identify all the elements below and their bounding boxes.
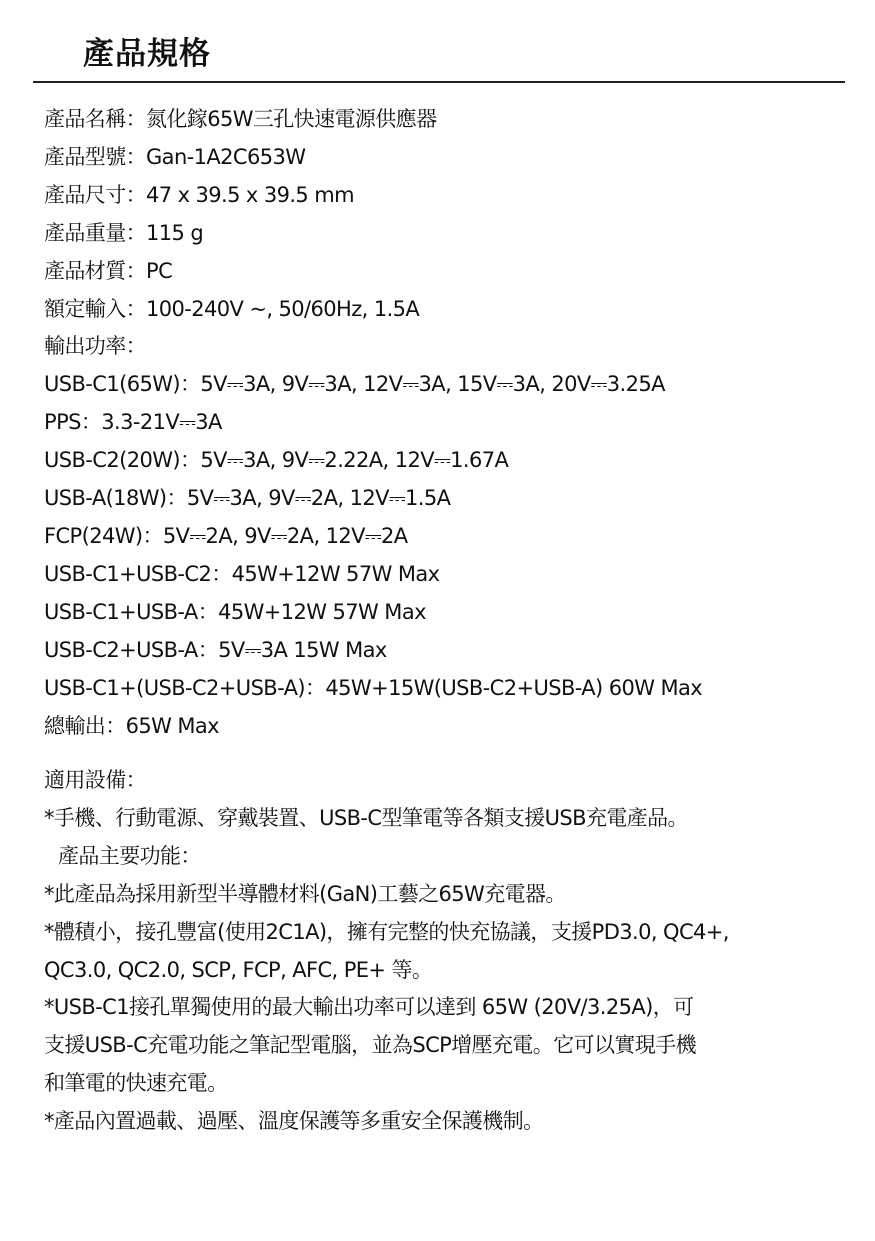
feature-line: *USB-C1接孔單獨使用的最大輸出功率可以達到 65W (20V/3.25A)，可 — [44, 995, 694, 1020]
spec-line-dimensions: 產品尺寸：47 x 39.5 x 39.5 mm — [44, 182, 354, 207]
spec-line-usb-a: USB-A(18W)：5V⎓3A, 9V⎓2A, 12V⎓1.5A — [44, 486, 451, 511]
applicable-heading: 適用設備： — [44, 768, 146, 792]
spec-line-c1-c2-a: USB-C1+(USB-C2+USB-A)：45W+15W(USB-C2+USB-A) 60W Max — [44, 675, 703, 700]
feature-line: 支援USB-C充電功能之筆記型電腦，並為SCP增壓充電。它可以實現手機 — [44, 1033, 697, 1058]
spec-line-model: 產品型號：Gan-1A2C653W — [44, 144, 306, 169]
spec-line-product-name: 產品名稱：氮化鎵65W三孔快速電源供應器 — [44, 107, 437, 131]
feature-line: *產品內置過載、過壓、溫度保護等多重安全保護機制。 — [44, 1109, 544, 1134]
spec-line-material: 產品材質：PC — [44, 258, 173, 283]
spec-line-fcp: FCP(24W)：5V⎓2A, 9V⎓2A, 12V⎓2A — [44, 523, 408, 548]
features-heading: 產品主要功能： — [58, 843, 201, 868]
spec-line-c2-a: USB-C2+USB-A：5V⎓3A 15W Max — [44, 637, 387, 662]
feature-line: QC3.0, QC2.0, SCP, FCP, AFC, PE+ 等。 — [44, 957, 433, 982]
spec-line-c1-c2: USB-C1+USB-C2：45W+12W 57W Max — [44, 561, 440, 586]
feature-line: 和筆電的快速充電。 — [44, 1071, 228, 1096]
feature-line: *體積小，接孔豐富(使用2C1A)，擁有完整的快充協議，支援PD3.0, QC4+, — [44, 919, 729, 944]
spec-line-output-heading: 輸出功率： — [44, 334, 146, 359]
page-title: 產品規格 — [83, 36, 211, 72]
feature-line: *此產品為採用新型半導體材料(GaN)工藝之65W充電器。 — [44, 881, 566, 906]
applicable-line: *手機、行動電源、穿戴裝置、USB-C型筆電等各類支援USB充電產品。 — [44, 805, 688, 830]
spec-line-total-output: 總輸出：65W Max — [44, 713, 219, 738]
applicable-and-features — [44, 762, 729, 1141]
spec-line-usb-c2: USB-C2(20W)：5V⎓3A, 9V⎓2.22A, 12V⎓1.67A — [44, 448, 509, 473]
title-divider — [33, 81, 845, 83]
spec-line-weight: 產品重量：115 g — [44, 220, 204, 245]
spec-list — [44, 101, 702, 745]
spec-line-pps: PPS：3.3-21V⎓3A — [44, 410, 222, 435]
feature-list — [44, 876, 729, 1141]
spec-line-c1-a: USB-C1+USB-A：45W+12W 57W Max — [44, 599, 426, 624]
spec-line-usb-c1: USB-C1(65W)：5V⎓3A, 9V⎓3A, 12V⎓3A, 15V⎓3A, 20V⎓3.25A — [44, 372, 665, 397]
spec-line-rated-input: 額定輸入：100-240V ~, 50/60Hz, 1.5A — [44, 296, 420, 321]
